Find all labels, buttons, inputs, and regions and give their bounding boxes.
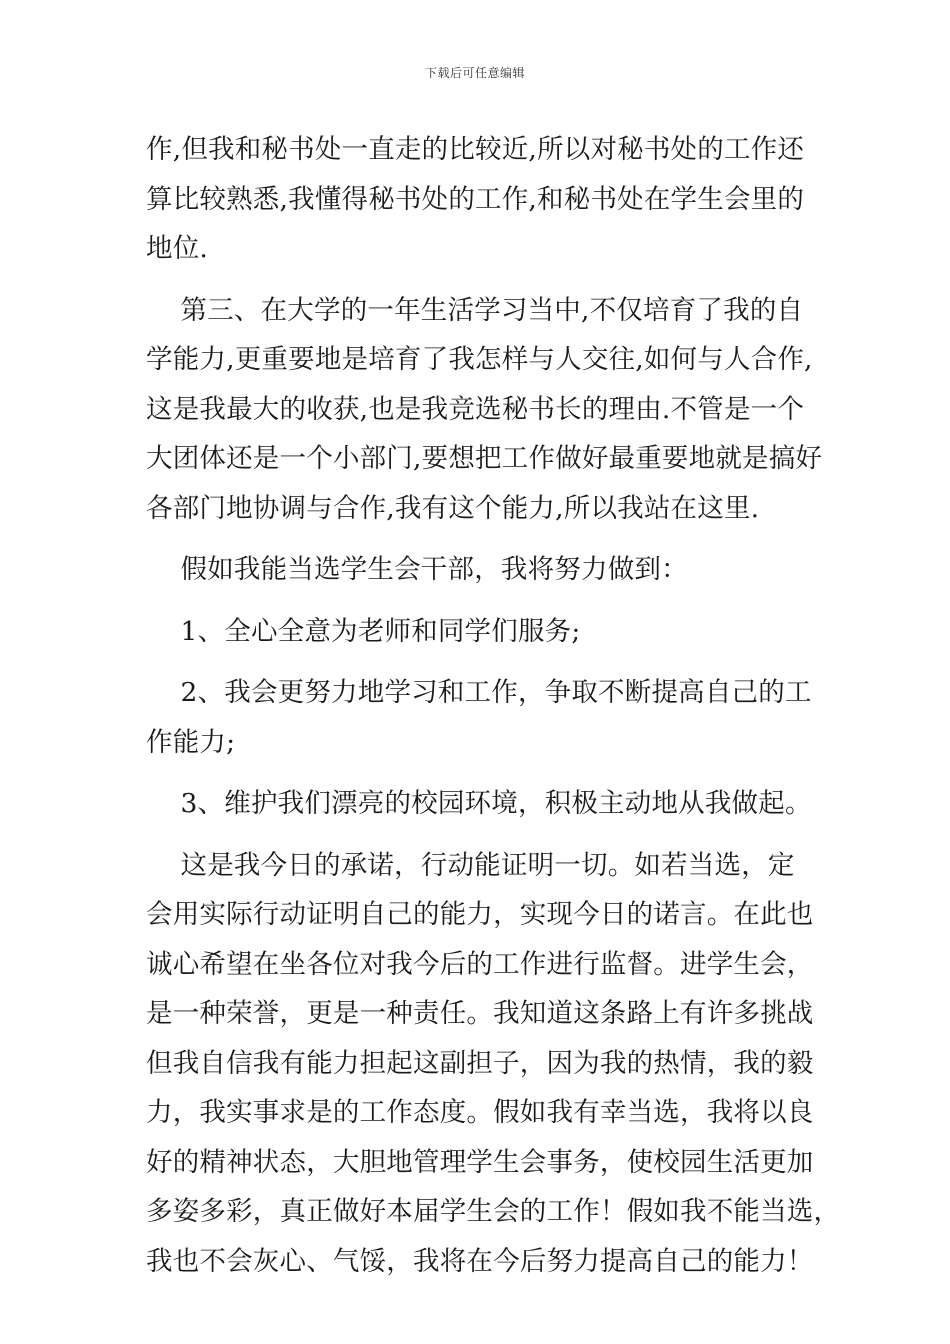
list-item-1 — [146, 607, 808, 657]
text-line: 第三、在大学的一年生活学习当中,不仅培育了我的自 — [146, 294, 804, 326]
page-header: 下载后可任意编辑 — [424, 66, 525, 80]
text-line: 假如我能当选学生会干部，我将努力做到： — [146, 554, 688, 585]
text-line: 这是我最大的收获,也是我竞选秘书长的理由.不管是一个 — [146, 393, 805, 425]
text-line: 学能力,更重要地是培育了我怎样与人交往,如何与人合作, — [146, 344, 813, 375]
text-line: 但我自信我有能力担起这副担子，因为我的热情，我的毅 — [146, 1047, 814, 1079]
text-line: 2、我会更努力地学习和工作，争取不断提高自己的工 — [146, 677, 812, 708]
paragraph-2 — [146, 286, 823, 534]
text-line: 大团体还是一个小部门,要想把工作做好最重要地就是搞好 — [146, 443, 823, 474]
paragraph-1 — [146, 125, 808, 274]
text-line: 力，我实事求是的工作态度。假如我有幸当选，我将以良 — [146, 1097, 814, 1128]
text-line: 好的精神状态，大胆地管理学生会事务，使校园生活更加 — [146, 1146, 814, 1178]
list-item-3 — [146, 779, 812, 829]
text-line: 多姿多彩，真正做好本届学生会的工作！假如我不能当选， — [146, 1196, 841, 1227]
text-line: 我也不会灰心、气馁，我将在今后努力提高自己的能力！ — [146, 1245, 814, 1277]
text-line: 诚心希望在坐各位对我今后的工作进行监督。进学生会， — [146, 948, 814, 980]
text-line: 作能力; — [146, 726, 236, 758]
text-line: 地位. — [146, 233, 209, 264]
text-line: 是一种荣誉，更是一种责任。我知道这条路上有许多挑战 — [146, 998, 814, 1029]
text-line: 算比较熟悉,我懂得秘书处的工作,和秘书处在学生会里的 — [146, 183, 805, 215]
text-line: 这是我今日的承诺，行动能证明一切。如若当选，定 — [146, 849, 795, 881]
text-line: 会用实际行动证明自己的能力，实现今日的诺言。在此也 — [146, 899, 814, 930]
text-line: 各部门地协调与合作,我有这个能力,所以我站在这里. — [146, 492, 760, 524]
paragraph-closing — [146, 841, 841, 1287]
list-item-2 — [146, 668, 812, 767]
paragraph-3 — [146, 545, 808, 595]
text-line: 作,但我和秘书处一直走的比较近,所以对秘书处的工作还 — [146, 134, 805, 165]
document-body — [146, 125, 841, 1286]
text-line: 3、维护我们漂亮的校园环境，积极主动地从我做起。 — [146, 788, 812, 819]
text-line: 1、全心全意为老师和同学们服务; — [146, 615, 581, 647]
